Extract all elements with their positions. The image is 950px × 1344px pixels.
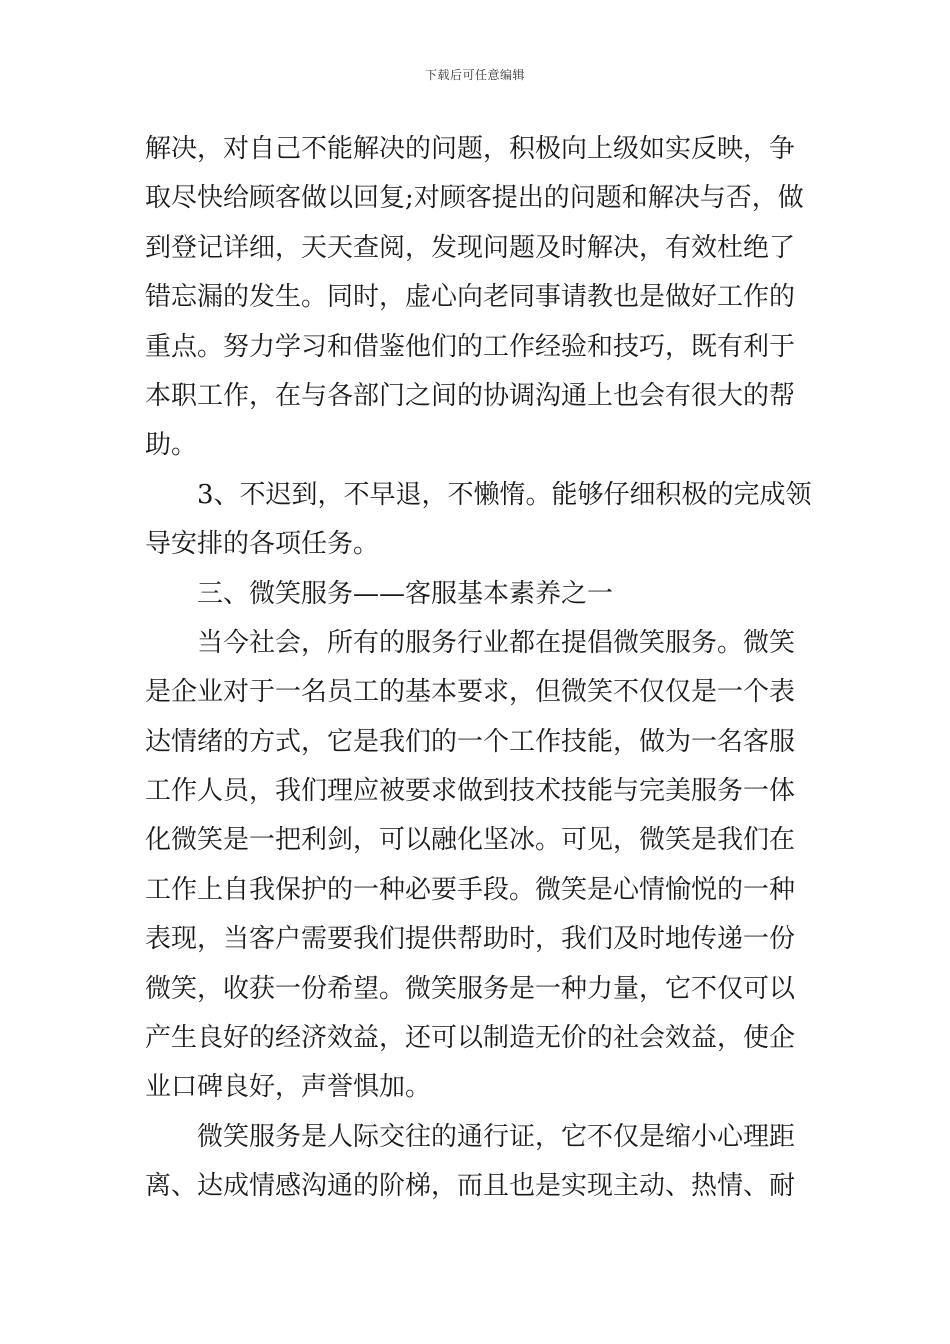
text-line: 离、达成情感沟通的阶梯，而且也是实现主动、热情、耐 (145, 1171, 796, 1202)
text-line: 工作人员，我们理应被要求做到技术技能与完美服务一体 (145, 776, 796, 807)
text-line: 微笑服务是人际交往的通行证，它不仅是缩小心理距 (197, 1121, 796, 1152)
text-line: 化微笑是一把利剑，可以融化坚冰。可见，微笑是我们在 (145, 825, 796, 856)
page-header: 下载后可任意编辑 (424, 68, 525, 82)
document-body (145, 125, 812, 1212)
text-line: 产生良好的经济效益，还可以制造无价的社会效益，使企 (145, 1023, 796, 1054)
text-line: 业口碑良好，声誉惧加。 (145, 1072, 432, 1103)
text-line: 工作上自我保护的一种必要手段。微笑是心情愉悦的一种 (145, 874, 796, 905)
text-line: 是企业对于一名员工的基本要求，但微笑不仅仅是一个表 (145, 677, 796, 708)
text-line: 导安排的各项任务。 (145, 529, 380, 560)
text-line: 取尽快给顾客做以回复;对顾客提出的问题和解决与否，做 (145, 183, 804, 214)
text-line: 三、微笑服务——客服基本素养之一 (197, 578, 614, 609)
text-line: 表现，当客户需要我们提供帮助时，我们及时地传递一份 (145, 924, 796, 955)
text-line: 当今社会，所有的服务行业都在提倡微笑服务。微笑 (197, 627, 796, 658)
text-line: 微笑，收获一份希望。微笑服务是一种力量，它不仅可以 (145, 973, 796, 1004)
text-line: 到登记详细，天天查阅，发现问题及时解决，有效杜绝了 (145, 232, 796, 263)
text-line: 3、不迟到，不早退，不懒惰。能够仔细积极的完成领 (197, 479, 812, 510)
text-line: 本职工作，在与各部门之间的协调沟通上也会有很大的帮 (145, 380, 796, 411)
text-line: 助。 (145, 430, 198, 461)
text-line: 错忘漏的发生。同时，虚心向老同事请教也是做好工作的 (145, 282, 796, 313)
text-line: 重点。努力学习和借鉴他们的工作经验和技巧，既有利于 (145, 331, 796, 362)
text-line: 达情绪的方式，它是我们的一个工作技能，做为一名客服 (145, 726, 796, 757)
text-line: 解决，对自己不能解决的问题，积极向上级如实反映，争 (145, 134, 796, 164)
